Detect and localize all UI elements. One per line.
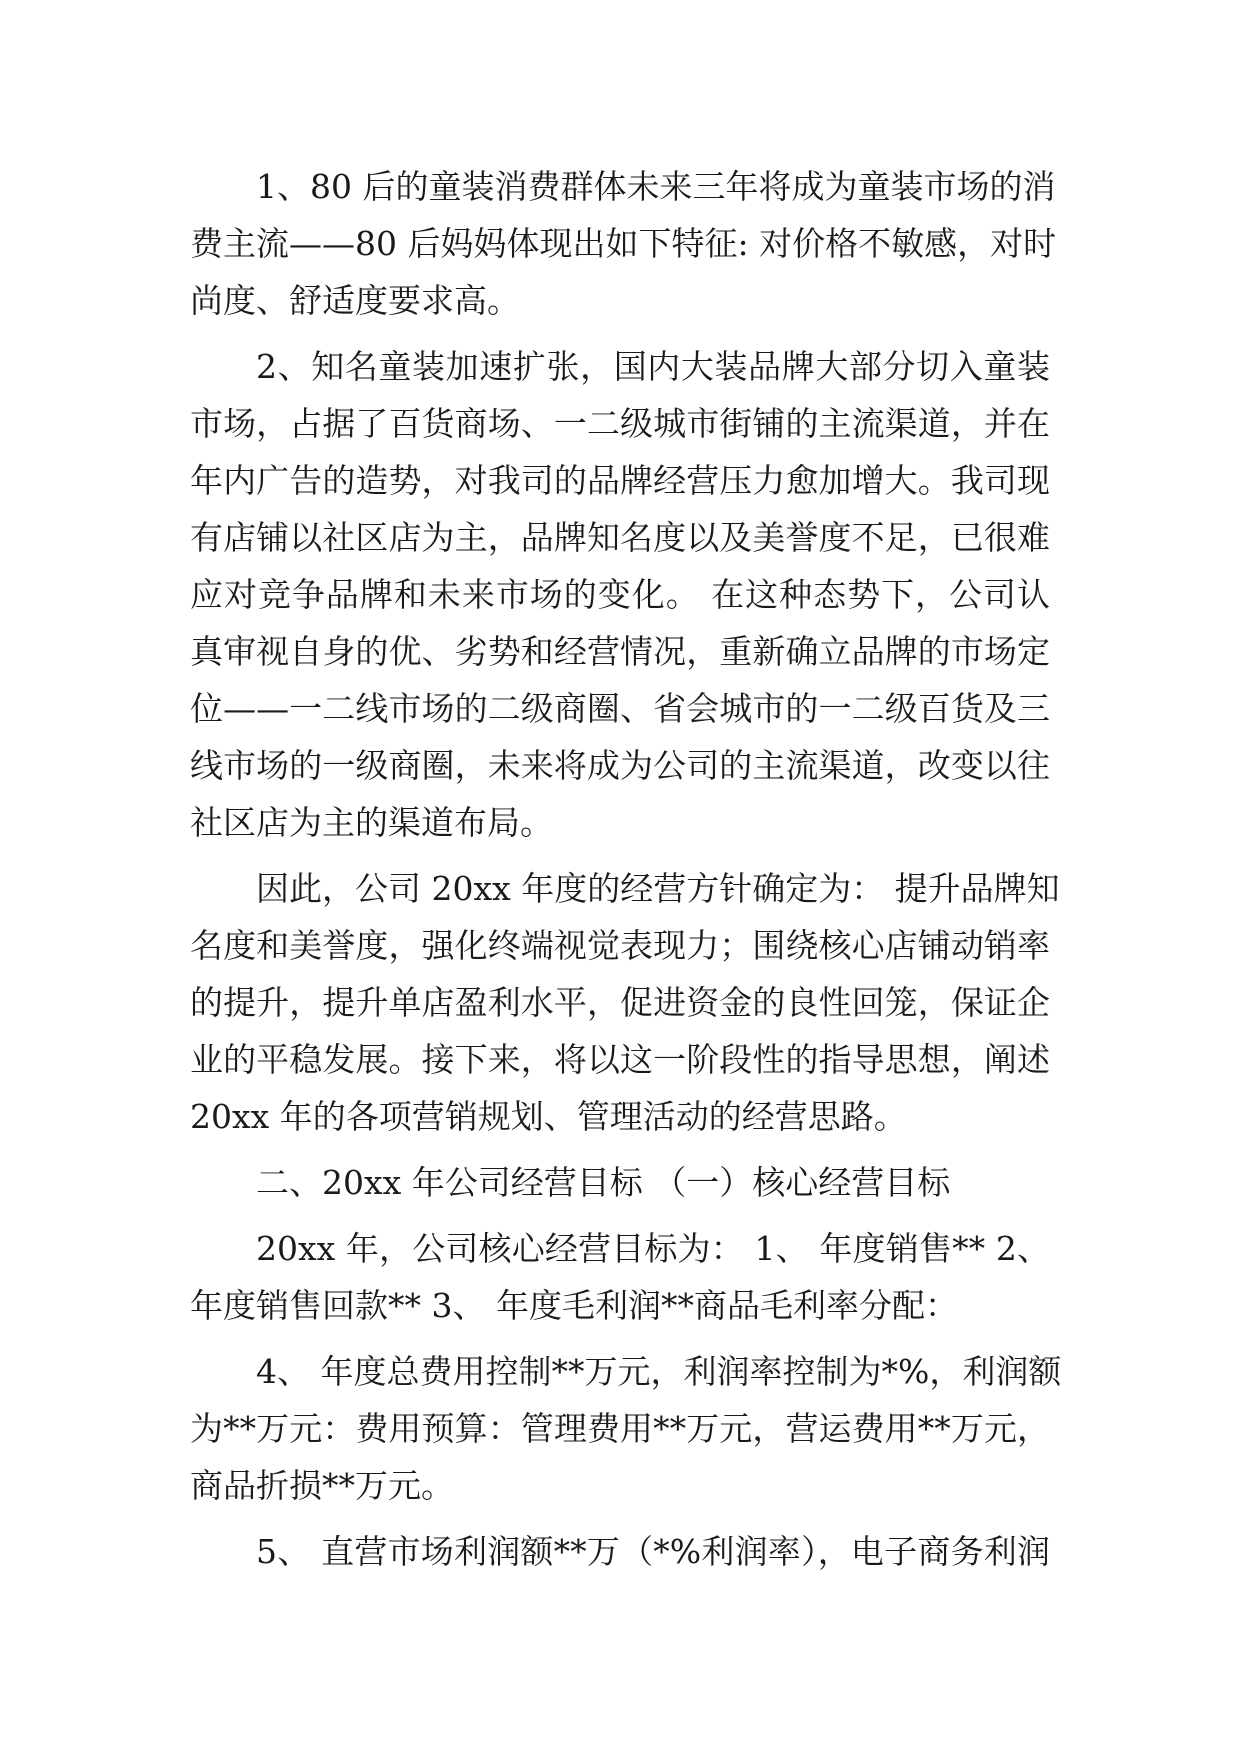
paragraph-6 <box>190 1523 1050 1580</box>
document-body <box>190 158 1062 1580</box>
text-line: 位——一二线市场的二级商圈、省会城市的一二级百货及三 <box>190 689 1050 728</box>
paragraph-5 <box>190 1343 1062 1514</box>
text-line: 20xx 年，公司核心经营目标为： 1、 年度销售** 2、 <box>256 1229 1050 1268</box>
text-line: 二、20xx 年公司经营目标 （一）核心经营目标 <box>256 1163 951 1202</box>
text-line: 应对竞争品牌和未来市场的变化。 在这种态势下，公司认 <box>190 575 1050 614</box>
text-line: 年内广告的造势，对我司的品牌经营压力愈加增大。我司现 <box>190 461 1050 500</box>
section-heading <box>190 1154 1050 1211</box>
text-line: 费主流——80 后妈妈体现出如下特征: 对价格不敏感，对时 <box>190 224 1057 263</box>
text-line: 有店铺以社区店为主，品牌知名度以及美誉度不足，已很难 <box>190 518 1050 557</box>
text-line: 商品折损**万元。 <box>190 1466 454 1505</box>
text-line: 4、 年度总费用控制**万元，利润率控制为*%，利润额 <box>256 1352 1062 1391</box>
text-line: 的提升，提升单店盈利水平，促进资金的良性回笼，保证企 <box>190 983 1050 1022</box>
text-line: 社区店为主的渠道布局。 <box>190 803 553 842</box>
text-line: 线市场的一级商圈，未来将成为公司的主流渠道，改变以往 <box>190 746 1050 785</box>
text-line: 因此，公司 20xx 年度的经营方针确定为： 提升品牌知 <box>256 869 1060 908</box>
paragraph-2 <box>190 338 1050 851</box>
text-line: 名度和美誉度，强化终端视觉表现力；围绕核心店铺动销率 <box>190 926 1050 965</box>
text-line: 真审视自身的优、劣势和经营情况，重新确立品牌的市场定 <box>190 632 1050 671</box>
paragraph-1 <box>190 158 1057 329</box>
text-line: 20xx 年的各项营销规划、管理活动的经营思路。 <box>190 1097 907 1136</box>
text-line: 1、80 后的童装消费群体未来三年将成为童装市场的消 <box>256 167 1056 206</box>
text-line: 年度销售回款** 3、 年度毛利润**商品毛利率分配： <box>190 1286 958 1325</box>
text-line: 市场，占据了百货商场、一二级城市街铺的主流渠道，并在 <box>190 404 1050 443</box>
text-line: 尚度、舒适度要求高。 <box>190 281 520 320</box>
text-line: 2、知名童装加速扩张，国内大装品牌大部分切入童装 <box>256 347 1050 386</box>
text-line: 为**万元：费用预算：管理费用**万元，营运费用**万元， <box>190 1409 1050 1448</box>
paragraph-4 <box>190 1220 1050 1334</box>
paragraph-3 <box>190 860 1060 1145</box>
text-line: 业的平稳发展。接下来，将以这一阶段性的指导思想，阐述 <box>190 1040 1050 1079</box>
text-line: 5、 直营市场利润额**万（*%利润率），电子商务利润 <box>256 1532 1050 1571</box>
